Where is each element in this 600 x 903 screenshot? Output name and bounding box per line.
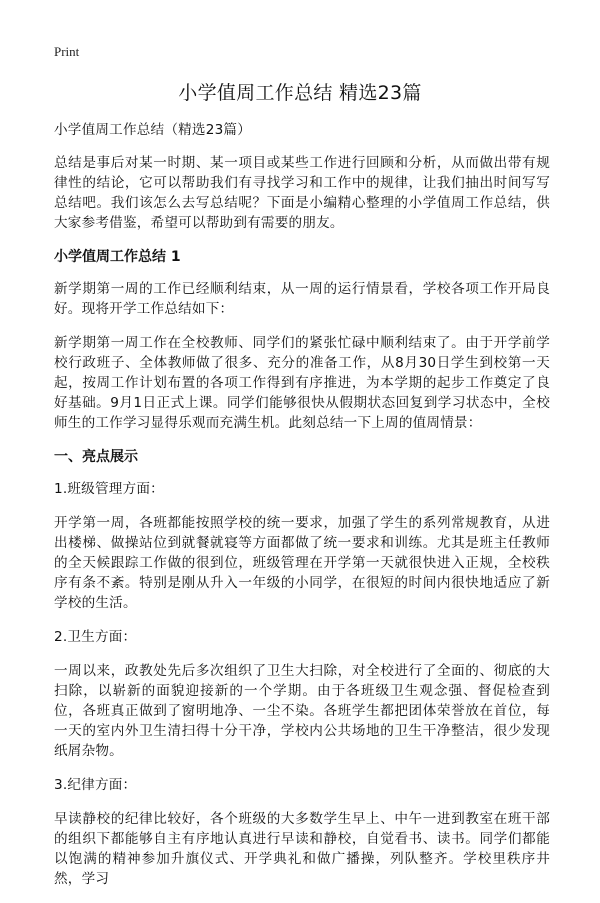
page-title: 小学值周工作总结 精选23篇 xyxy=(178,82,422,104)
intro-paragraph: 总结是事后对某一时期、某一项目或某些工作进行回顾和分析，从而做出带有规律性的结论，它可以帮助我们有寻找学习和工作中的规律，让我们抽出时间写写总结吧。我们该怎么去写总结呢？下面是小编精心整理的小学值周工作总结，供大家参考借鉴，希望可以帮助到有需要的朋友。 xyxy=(54,155,550,231)
item-paragraph: 一周以来，政教处先后多次组织了卫生大扫除，对全校进行了全面的、彻底的大扫除，以崭新的面貌迎接新的一个学期。由于各班级卫生观念强、督促检查到位，各班真正做到了窗明地净、一尘不染。各班学生都把团体荣誉放在首位，每一天的室内外卫生清扫得十分干净，学校内公共场地的卫生干净整洁，很少发现纸屑杂物。 xyxy=(54,663,550,759)
item-label: 2.卫生方面： xyxy=(54,629,137,645)
section-heading: 小学值周工作总结 1 xyxy=(54,249,181,265)
item-label: 3.纪律方面： xyxy=(54,777,137,793)
print-label[interactable]: Print xyxy=(54,44,80,59)
document-subtitle: 小学值周工作总结（精选23篇） xyxy=(54,122,252,138)
section-paragraph: 新学期第一周的工作已经顺利结束，从一周的运行情景看，学校各项工作开局良好。现将开学工作总结如下： xyxy=(54,281,550,317)
highlights-heading: 一、亮点展示 xyxy=(54,449,138,465)
document-body xyxy=(54,120,550,903)
item-paragraph: 早读静校的纪律比较好，各个班级的大多数学生早上、中午一进到教室在班干部的组织下都能够自主有序地认真进行早读和静校，自觉看书、读书。同学们都能以饱满的精神参加升旗仪式、开学典礼和做广播操，列队整齐。学校里秩序井然，学习 xyxy=(54,811,550,887)
section-paragraph: 新学期第一周工作在全校教师、同学们的紧张忙碌中顺利结束了。由于开学前学校行政班子、全体教师做了很多、充分的准备工作，从8月30日学生到校第一天起，按周工作计划布置的各项工作得到有序推进，为本学期的起步工作奠定了良好基础。9月1日正式上课。同学们能够很快从假期状态回复到学习状态中，全校师生的工作学习显得乐观而充满生机。此刻总结一下上周的值周情景： xyxy=(54,335,550,431)
item-label: 1.班级管理方面： xyxy=(54,481,164,497)
item-paragraph: 开学第一周，各班都能按照学校的统一要求，加强了学生的系列常规教育，从进出楼梯、做操站位到就餐就寝等方面都做了统一要求和训练。尤其是班主任教师的全天候跟踪工作做的很到位，班级管理在开学第一天就很快进入正规，全校秩序有条不紊。特别是刚从升入一年级的小同学，在很短的时间内很快地适应了新学校的生活。 xyxy=(54,515,550,611)
